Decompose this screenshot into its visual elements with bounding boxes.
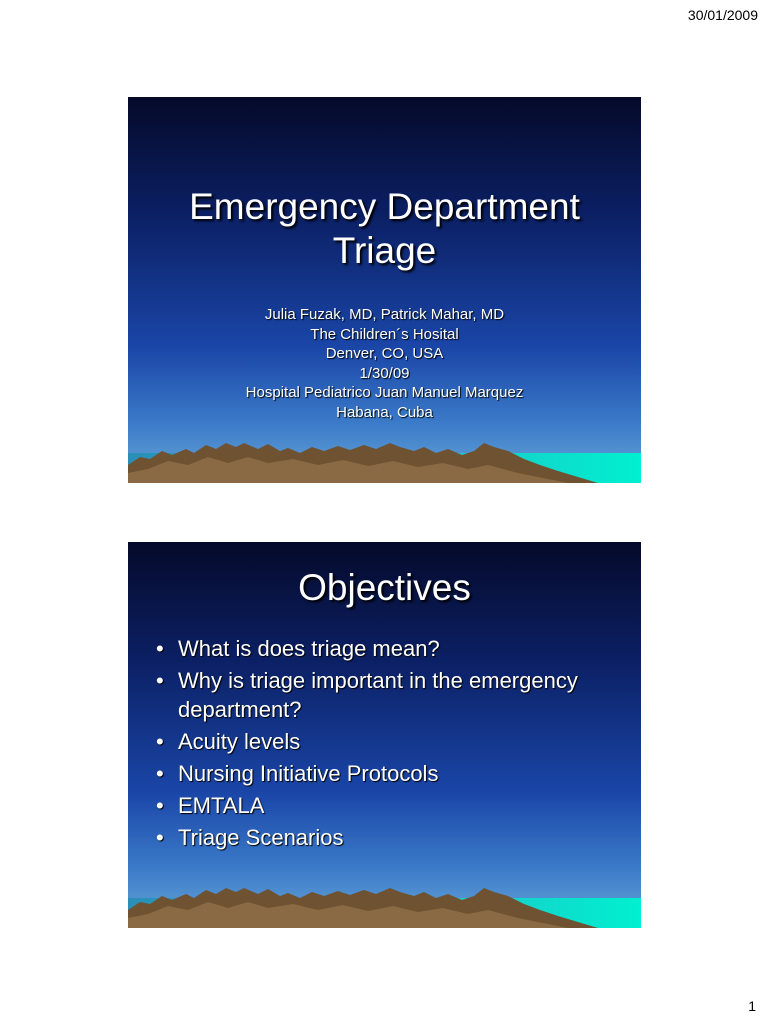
mountain-landscape (128, 413, 641, 483)
subtitle-line: Denver, CO, USA (325, 345, 444, 362)
subtitle-line: 1/30/09 (359, 364, 410, 382)
list-item: • Why is triage important in the emergency department? (156, 666, 626, 724)
title-line-1: Emergency Department (189, 186, 580, 227)
subtitle-line: The Children´s Hosital (310, 325, 459, 343)
objectives-list (156, 634, 626, 855)
mountain-landscape (128, 858, 641, 928)
subtitle-line: Julia Fuzak, MD, Patrick Mahar, MD (264, 306, 505, 323)
subtitle-line: Habana, Cuba (336, 403, 433, 421)
slide-title-slide (128, 97, 641, 483)
slide-subtitle (128, 305, 641, 422)
slide-title (128, 185, 641, 273)
list-item: • Triage Scenarios (156, 823, 626, 852)
list-item: • What is does triage mean? (156, 634, 626, 663)
page-date: 30/01/2009 (687, 7, 758, 23)
list-item: • EMTALA (156, 791, 626, 820)
title-line-2: Triage (332, 230, 437, 271)
list-item: • Acuity levels (156, 727, 626, 756)
slide-title: Objectives (298, 567, 471, 608)
list-item: • Nursing Initiative Protocols (156, 759, 626, 788)
page-number: 1 (748, 998, 756, 1014)
slide-objectives (128, 542, 641, 928)
subtitle-line: Hospital Pediatrico Juan Manuel Marquez (245, 384, 524, 401)
